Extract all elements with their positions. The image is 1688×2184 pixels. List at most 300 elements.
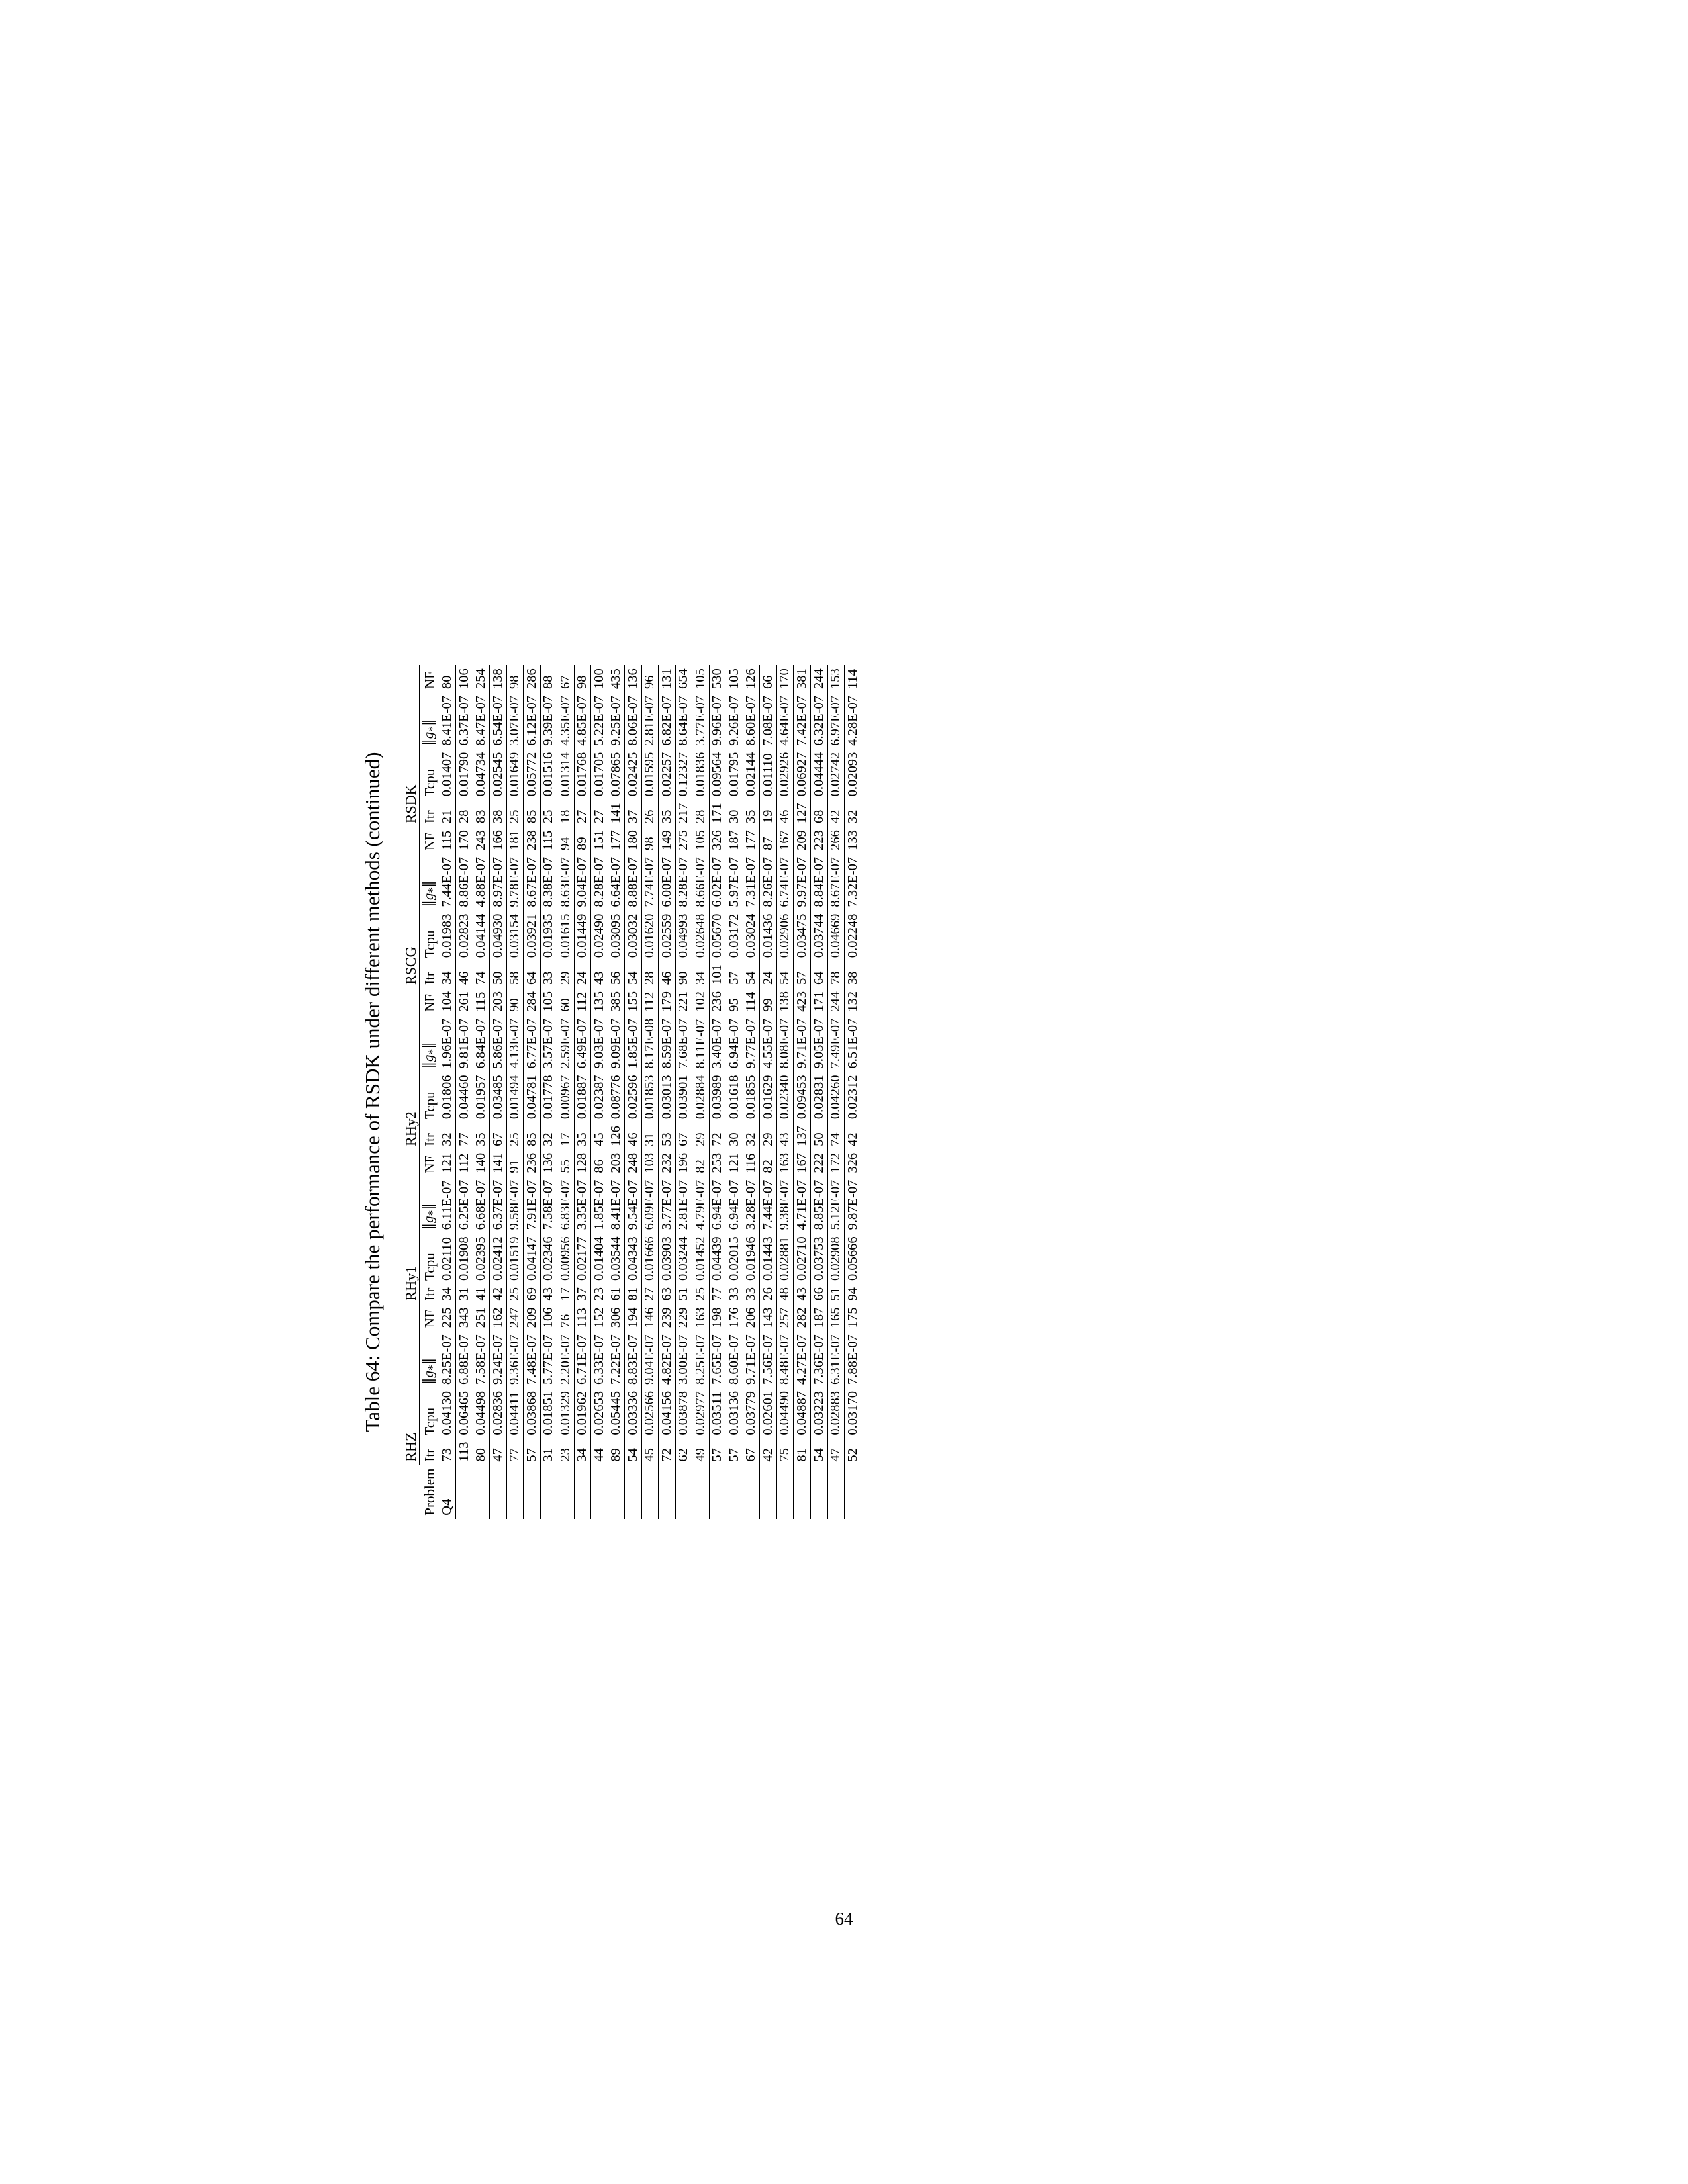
cell-rhy1-tcpu: 0.01666 <box>641 1233 659 1284</box>
cell-problem <box>506 1465 524 1519</box>
cell-rsdk-gnorm: 4.64E-07 <box>776 692 794 749</box>
cell-rhy2-gnorm: 9.71E-07 <box>794 1015 811 1072</box>
cell-rsdk-itr: 83 <box>473 799 490 827</box>
cell-rhy1-itr: 61 <box>608 1284 625 1304</box>
cell-rhz-nf: 146 <box>641 1304 659 1331</box>
cell-rhy1-nf: 172 <box>827 1150 845 1177</box>
cell-rsdk-nf: 131 <box>659 665 676 692</box>
cell-rhz-gnorm: 7.36E-07 <box>811 1331 828 1388</box>
cell-rhz-itr: 81 <box>794 1439 811 1465</box>
cell-problem <box>540 1465 557 1519</box>
cell-rhz-nf: 152 <box>591 1304 608 1331</box>
cell-rhy1-gnorm: 5.12E-07 <box>827 1177 845 1234</box>
cell-problem <box>760 1465 777 1519</box>
cell-rhy1-nf: 140 <box>473 1150 490 1177</box>
cell-rhy1-itr: 33 <box>726 1284 743 1304</box>
cell-rhy1-gnorm: 9.54E-07 <box>625 1177 642 1234</box>
cell-rhy2-itr: 32 <box>440 1122 456 1150</box>
cell-rsdk-gnorm: 9.26E-07 <box>726 692 743 749</box>
cell-rhy1-tcpu: 0.03753 <box>811 1233 828 1284</box>
cell-rhy2-nf: 284 <box>524 988 541 1015</box>
cell-rscg-itr: 57 <box>726 961 743 988</box>
cell-rhy1-tcpu: 0.01452 <box>692 1233 710 1284</box>
cell-rhz-nf: 282 <box>794 1304 811 1331</box>
cell-rhy1-gnorm: 6.37E-07 <box>490 1177 507 1234</box>
cell-rsdk-gnorm: 2.81E-07 <box>641 692 659 749</box>
col-rsdk-gnorm: $\parallel g_*\parallel$ <box>420 719 439 746</box>
cell-rsdk-tcpu: 0.01795 <box>726 749 743 800</box>
cell-rhz-gnorm: 9.71E-07 <box>743 1331 760 1388</box>
cell-rhy2-gnorm: 7.68E-07 <box>675 1015 692 1072</box>
cell-rscg-tcpu: 0.01436 <box>760 911 777 962</box>
cell-rhy2-nf: 105 <box>540 988 557 1015</box>
cell-rhy2-gnorm: 3.40E-07 <box>709 1015 726 1072</box>
cell-rsdk-itr: 19 <box>760 799 777 827</box>
cell-rscg-gnorm: 7.44E-07 <box>440 854 456 911</box>
cell-rhy2-gnorm: 5.86E-07 <box>490 1015 507 1072</box>
cell-rscg-tcpu: 0.03032 <box>625 911 642 962</box>
cell-rhz-itr: 89 <box>608 1439 625 1465</box>
cell-rhy1-tcpu: 0.02710 <box>794 1233 811 1284</box>
cell-rhz-nf: 176 <box>726 1304 743 1331</box>
cell-rhy1-nf: 203 <box>608 1150 625 1177</box>
cell-rhz-nf: 194 <box>625 1304 642 1331</box>
table-row <box>524 665 541 1518</box>
table-row <box>540 665 557 1518</box>
cell-rhy1-gnorm: 7.44E-07 <box>760 1177 777 1234</box>
cell-rscg-gnorm: 8.28E-07 <box>675 854 692 911</box>
cell-problem <box>743 1465 760 1519</box>
cell-rhz-tcpu: 0.03223 <box>811 1388 828 1439</box>
cell-problem <box>473 1465 490 1519</box>
cell-rsdk-gnorm: 6.37E-07 <box>456 692 473 749</box>
cell-rhy1-gnorm: 4.79E-07 <box>692 1177 710 1234</box>
col-rhy1-nf: NF <box>421 1155 438 1173</box>
cell-rhy1-nf: 167 <box>794 1150 811 1177</box>
cell-rsdk-gnorm: 8.64E-07 <box>675 692 692 749</box>
table-row <box>743 665 760 1518</box>
cell-rsdk-tcpu: 0.07865 <box>608 749 625 800</box>
cell-rhy1-itr: 51 <box>827 1284 845 1304</box>
cell-rhz-itr: 47 <box>827 1439 845 1465</box>
cell-rhz-tcpu: 0.02883 <box>827 1388 845 1439</box>
cell-rhz-tcpu: 0.04411 <box>506 1388 524 1439</box>
col-rhz-gnorm: $\parallel g_*\parallel$ <box>420 1357 439 1385</box>
cell-rsdk-gnorm: 9.25E-07 <box>608 692 625 749</box>
table-row <box>692 665 710 1518</box>
cell-rsdk-itr: 37 <box>625 799 642 827</box>
cell-problem <box>776 1465 794 1519</box>
cell-rhz-nf: 343 <box>456 1304 473 1331</box>
cell-rsdk-nf: 98 <box>574 665 591 692</box>
column-header-row <box>420 665 440 1518</box>
group-empty <box>402 1465 420 1519</box>
cell-rsdk-tcpu: 0.01595 <box>641 749 659 800</box>
cell-rhy2-gnorm: 8.08E-07 <box>776 1015 794 1072</box>
cell-rhz-tcpu: 0.03170 <box>845 1390 860 1435</box>
cell-rscg-itr: 64 <box>811 961 828 988</box>
cell-problem <box>726 1465 743 1519</box>
cell-rsdk-tcpu: 0.01516 <box>540 749 557 800</box>
table-row <box>811 665 828 1518</box>
table-row <box>760 665 777 1518</box>
cell-rhy1-tcpu: 0.05666 <box>845 1236 860 1281</box>
cell-rhy1-nf: 222 <box>811 1150 828 1177</box>
cell-rsdk-gnorm: 8.06E-07 <box>625 692 642 749</box>
cell-rscg-itr: 46 <box>659 961 676 988</box>
cell-rscg-tcpu: 0.03475 <box>794 911 811 962</box>
cell-rhy2-itr: 30 <box>726 1122 743 1150</box>
cell-rscg-itr: 78 <box>827 961 845 988</box>
cell-rscg-tcpu: 0.01449 <box>574 911 591 962</box>
cell-rsdk-tcpu: 0.02144 <box>743 749 760 800</box>
table-row <box>506 665 524 1518</box>
cell-rhz-itr: 57 <box>726 1439 743 1465</box>
cell-rhy2-nf: 236 <box>709 988 726 1015</box>
cell-rscg-nf: 167 <box>776 827 794 854</box>
cell-rhy1-gnorm: 6.94E-07 <box>726 1177 743 1234</box>
cell-rhz-nf: 198 <box>709 1304 726 1331</box>
cell-rhy1-itr: 63 <box>659 1284 676 1304</box>
cell-rhy2-tcpu: 0.01855 <box>743 1071 760 1122</box>
cell-rscg-itr: 74 <box>473 961 490 988</box>
table-row <box>608 665 625 1518</box>
cell-rhy1-tcpu: 0.01946 <box>743 1233 760 1284</box>
cell-rhz-gnorm: 7.48E-07 <box>524 1331 541 1388</box>
cell-rhy1-itr: 25 <box>692 1284 710 1304</box>
cell-rhy2-nf: 115 <box>473 988 490 1015</box>
cell-rscg-tcpu: 0.04993 <box>675 911 692 962</box>
cell-rsdk-tcpu: 0.04734 <box>473 749 490 800</box>
cell-rhy2-nf: 385 <box>608 988 625 1015</box>
cell-rscg-gnorm: 8.66E-07 <box>692 854 710 911</box>
cell-rhz-gnorm: 4.82E-07 <box>659 1331 676 1388</box>
cell-problem <box>524 1465 541 1519</box>
cell-rhz-nf: 76 <box>557 1304 575 1331</box>
cell-rhy2-tcpu: 0.02596 <box>625 1071 642 1122</box>
cell-rhy1-nf: 248 <box>625 1150 642 1177</box>
cell-rhz-tcpu: 0.04130 <box>440 1388 456 1439</box>
cell-rscg-gnorm: 7.32E-07 <box>845 856 860 907</box>
cell-rsdk-nf: 138 <box>490 665 507 692</box>
cell-rscg-gnorm: 8.26E-07 <box>760 854 777 911</box>
cell-rhy2-itr: 77 <box>456 1122 473 1150</box>
cell-rsdk-tcpu: 0.02093 <box>845 752 860 797</box>
cell-rhy1-itr: 77 <box>709 1284 726 1304</box>
cell-rhy2-nf: 90 <box>506 988 524 1015</box>
cell-rscg-nf: 180 <box>625 827 642 854</box>
cell-rsdk-nf: 654 <box>675 665 692 692</box>
cell-rscg-nf: 177 <box>743 827 760 854</box>
col-rscg-tcpu: Tcpu <box>421 930 438 958</box>
cell-rhy1-nf: 121 <box>440 1150 456 1177</box>
cell-rhy1-itr: 33 <box>743 1284 760 1304</box>
cell-rhz-itr: 54 <box>625 1439 642 1465</box>
cell-rhy2-tcpu: 0.09453 <box>794 1071 811 1122</box>
cell-rscg-tcpu: 0.03095 <box>608 911 625 962</box>
cell-rscg-gnorm: 9.97E-07 <box>794 854 811 911</box>
cell-rscg-gnorm: 8.67E-07 <box>827 854 845 911</box>
cell-rscg-gnorm: 7.31E-07 <box>743 854 760 911</box>
cell-rscg-nf: 209 <box>794 827 811 854</box>
cell-rhy2-nf: 203 <box>490 988 507 1015</box>
cell-rhy2-itr: 137 <box>794 1122 811 1150</box>
cell-rscg-tcpu: 0.02648 <box>692 911 710 962</box>
cell-rhy2-nf: 112 <box>641 988 659 1015</box>
cell-rhy2-gnorm: 6.51E-07 <box>845 1018 860 1069</box>
cell-rhy2-tcpu: 0.01957 <box>473 1071 490 1122</box>
performance-table <box>402 665 861 1518</box>
cell-rhz-gnorm: 9.04E-07 <box>641 1331 659 1388</box>
cell-rhy1-itr: 23 <box>591 1284 608 1304</box>
cell-rsdk-nf: 105 <box>692 665 710 692</box>
cell-rhy1-tcpu: 0.00956 <box>557 1233 575 1284</box>
cell-rhy1-nf: 116 <box>743 1150 760 1177</box>
cell-problem <box>591 1465 608 1519</box>
cell-problem <box>794 1465 811 1519</box>
cell-rscg-tcpu: 0.03744 <box>811 911 828 962</box>
cell-rhz-nf: 247 <box>506 1304 524 1331</box>
cell-rsdk-nf: 80 <box>440 665 456 692</box>
col-rscg-gnorm: $\parallel g_*\parallel$ <box>420 880 439 907</box>
cell-rhy2-nf: 423 <box>794 988 811 1015</box>
cell-rscg-tcpu: 0.01983 <box>440 911 456 962</box>
cell-rhy2-gnorm: 1.85E-07 <box>625 1015 642 1072</box>
cell-rscg-nf: 94 <box>557 827 575 854</box>
cell-rhz-gnorm: 6.33E-07 <box>591 1331 608 1388</box>
cell-rhz-nf: 229 <box>675 1304 692 1331</box>
cell-rhy2-gnorm: 8.11E-07 <box>692 1015 710 1072</box>
cell-rhy2-itr: 74 <box>827 1122 845 1150</box>
cell-rsdk-nf: 114 <box>845 669 860 690</box>
cell-rsdk-gnorm: 9.39E-07 <box>540 692 557 749</box>
cell-rhz-gnorm: 8.83E-07 <box>625 1331 642 1388</box>
cell-rscg-tcpu: 0.03172 <box>726 911 743 962</box>
cell-rsdk-tcpu: 0.06927 <box>794 749 811 800</box>
cell-rsdk-gnorm: 4.35E-07 <box>557 692 575 749</box>
cell-rhy1-gnorm: 9.58E-07 <box>506 1177 524 1234</box>
cell-rsdk-nf: 286 <box>524 665 541 692</box>
cell-rhz-nf: 162 <box>490 1304 507 1331</box>
cell-rhy1-nf: 163 <box>776 1150 794 1177</box>
group-rhy2: RHy2 <box>402 988 420 1150</box>
cell-rscg-gnorm: 8.86E-07 <box>456 854 473 911</box>
cell-rhy1-tcpu: 0.03244 <box>675 1233 692 1284</box>
cell-rhz-itr: 67 <box>743 1439 760 1465</box>
table-row <box>456 665 473 1518</box>
cell-rhy2-tcpu: 0.03013 <box>659 1071 676 1122</box>
cell-rsdk-itr: 68 <box>811 799 828 827</box>
cell-rscg-nf: 275 <box>675 827 692 854</box>
cell-rscg-gnorm: 8.84E-07 <box>811 854 828 911</box>
cell-rhy1-itr: 31 <box>456 1284 473 1304</box>
cell-rhy2-tcpu: 0.04460 <box>456 1071 473 1122</box>
cell-rhy2-nf: 179 <box>659 988 676 1015</box>
table-body <box>440 665 861 1518</box>
cell-rhz-itr: 73 <box>440 1439 456 1465</box>
cell-rhy1-gnorm: 6.94E-07 <box>709 1177 726 1234</box>
cell-rhy2-tcpu: 0.02884 <box>692 1071 710 1122</box>
cell-rhy2-itr: 53 <box>659 1122 676 1150</box>
cell-rhz-gnorm: 7.58E-07 <box>473 1331 490 1388</box>
cell-rscg-itr: 54 <box>776 961 794 988</box>
cell-rhy2-nf: 99 <box>760 988 777 1015</box>
table-row <box>557 665 575 1518</box>
cell-rsdk-gnorm: 4.85E-07 <box>574 692 591 749</box>
cell-rhz-itr: 57 <box>524 1439 541 1465</box>
cell-rhy2-gnorm: 4.55E-07 <box>760 1015 777 1072</box>
cell-rscg-tcpu: 0.03921 <box>524 911 541 962</box>
cell-rhy2-gnorm: 9.03E-07 <box>591 1015 608 1072</box>
cell-rscg-tcpu: 0.01935 <box>540 911 557 962</box>
cell-rhz-gnorm: 7.56E-07 <box>760 1331 777 1388</box>
cell-rhy2-itr: 29 <box>760 1122 777 1150</box>
cell-rscg-nf: 170 <box>456 827 473 854</box>
cell-rsdk-tcpu: 0.04444 <box>811 749 828 800</box>
cell-rhz-gnorm: 8.25E-07 <box>440 1331 456 1388</box>
cell-rhy2-itr: 31 <box>641 1122 659 1150</box>
cell-rscg-nf: 149 <box>659 827 676 854</box>
cell-rscg-tcpu: 0.02559 <box>659 911 676 962</box>
cell-rsdk-nf: 136 <box>625 665 642 692</box>
cell-rsdk-nf: 126 <box>743 665 760 692</box>
cell-rscg-gnorm: 8.28E-07 <box>591 854 608 911</box>
cell-rscg-nf: 115 <box>540 827 557 854</box>
cell-rhz-gnorm: 5.77E-07 <box>540 1331 557 1388</box>
col-rscg-nf: NF <box>421 833 438 850</box>
cell-rhy1-gnorm: 2.81E-07 <box>675 1177 692 1234</box>
cell-rscg-itr: 58 <box>506 961 524 988</box>
cell-rhz-tcpu: 0.03336 <box>625 1388 642 1439</box>
cell-rhz-nf: 175 <box>845 1307 860 1328</box>
cell-rsdk-tcpu: 0.09564 <box>709 749 726 800</box>
cell-rscg-nf: 166 <box>490 827 507 854</box>
cell-rhz-nf: 106 <box>540 1304 557 1331</box>
cell-rhy2-tcpu: 0.01806 <box>440 1071 456 1122</box>
cell-rhy2-itr: 50 <box>811 1122 828 1150</box>
cell-rhy2-gnorm: 6.84E-07 <box>473 1015 490 1072</box>
cell-rsdk-gnorm: 6.12E-07 <box>524 692 541 749</box>
cell-rhy2-itr: 67 <box>675 1122 692 1150</box>
cell-rhz-itr: 80 <box>473 1439 490 1465</box>
table-caption: Table 64: Compare the performance of RSDK under different methods (continued) <box>361 752 384 1432</box>
cell-rhy2-nf: 261 <box>456 988 473 1015</box>
col-rhy2-gnorm: $\parallel g_*\parallel$ <box>420 1042 439 1069</box>
cell-rsdk-nf: 435 <box>608 665 625 692</box>
cell-rsdk-gnorm: 9.96E-07 <box>709 692 726 749</box>
cell-rsdk-gnorm: 6.32E-07 <box>811 692 828 749</box>
cell-rhz-tcpu: 0.03868 <box>524 1388 541 1439</box>
col-rsdk-tcpu: Tcpu <box>421 768 438 797</box>
table-row <box>675 665 692 1518</box>
cell-rhz-gnorm: 9.36E-07 <box>506 1331 524 1388</box>
cell-rhy2-tcpu: 0.01629 <box>760 1071 777 1122</box>
cell-rsdk-nf: 98 <box>506 665 524 692</box>
cell-rhy2-tcpu: 0.08776 <box>608 1071 625 1122</box>
cell-rsdk-tcpu: 0.05772 <box>524 749 541 800</box>
cell-rhy1-tcpu: 0.03903 <box>659 1233 676 1284</box>
cell-rscg-tcpu: 0.02490 <box>591 911 608 962</box>
cell-problem <box>456 1465 473 1519</box>
cell-rhy1-gnorm: 3.35E-07 <box>574 1177 591 1234</box>
cell-rhy2-nf: 102 <box>692 988 710 1015</box>
col-problem: Problem <box>421 1468 438 1516</box>
cell-rsdk-nf: 88 <box>540 665 557 692</box>
cell-rscg-gnorm: 6.64E-07 <box>608 854 625 911</box>
page-number: 64 <box>835 1909 853 1929</box>
cell-rscg-gnorm: 6.74E-07 <box>776 854 794 911</box>
rotated-table-block <box>341 245 1347 1939</box>
col-rhy1-itr: Itr <box>421 1287 438 1301</box>
cell-rhz-tcpu: 0.01851 <box>540 1388 557 1439</box>
cell-rsdk-nf: 96 <box>641 665 659 692</box>
cell-rhy2-itr: 85 <box>524 1122 541 1150</box>
cell-rhy2-nf: 135 <box>591 988 608 1015</box>
cell-rscg-nf: 115 <box>440 827 456 854</box>
cell-rhy2-itr: 46 <box>625 1122 642 1150</box>
cell-rhy2-tcpu: 0.03901 <box>675 1071 692 1122</box>
cell-rhy2-tcpu: 0.02312 <box>845 1075 860 1120</box>
cell-rhy1-gnorm: 3.28E-07 <box>743 1177 760 1234</box>
cell-rhy1-itr: 25 <box>506 1284 524 1304</box>
cell-rsdk-itr: 21 <box>440 799 456 827</box>
cell-rhy1-gnorm: 3.77E-07 <box>659 1177 676 1234</box>
cell-rhy1-itr: 94 <box>845 1287 860 1301</box>
group-rsdk: RSDK <box>402 665 420 827</box>
cell-rscg-itr: 43 <box>591 961 608 988</box>
cell-rhz-itr: 57 <box>709 1439 726 1465</box>
cell-rhz-itr: 47 <box>490 1439 507 1465</box>
cell-rscg-itr: 54 <box>743 961 760 988</box>
cell-rhy1-tcpu: 0.02110 <box>440 1233 456 1284</box>
cell-rsdk-tcpu: 0.01314 <box>557 749 575 800</box>
cell-rhy2-tcpu: 0.04260 <box>827 1071 845 1122</box>
cell-rscg-tcpu: 0.04144 <box>473 911 490 962</box>
cell-rhy1-nf: 326 <box>845 1152 860 1173</box>
cell-rhz-gnorm: 6.88E-07 <box>456 1331 473 1388</box>
group-header-row <box>402 665 420 1518</box>
cell-rhy1-itr: 26 <box>760 1284 777 1304</box>
cell-rhy2-tcpu: 0.01853 <box>641 1071 659 1122</box>
cell-rscg-nf: 87 <box>760 827 777 854</box>
cell-rsdk-tcpu: 0.01649 <box>506 749 524 800</box>
cell-rhz-tcpu: 0.02977 <box>692 1388 710 1439</box>
cell-rhy1-gnorm: 8.85E-07 <box>811 1177 828 1234</box>
cell-rhz-nf: 206 <box>743 1304 760 1331</box>
cell-rhy2-gnorm: 6.94E-07 <box>726 1015 743 1072</box>
cell-rscg-gnorm: 8.97E-07 <box>490 854 507 911</box>
cell-rscg-nf: 89 <box>574 827 591 854</box>
cell-rhy1-nf: 196 <box>675 1150 692 1177</box>
cell-rhy1-nf: 253 <box>709 1150 726 1177</box>
cell-rhy2-tcpu: 0.01494 <box>506 1071 524 1122</box>
cell-rhy2-itr: 42 <box>845 1132 860 1146</box>
cell-rhy1-tcpu: 0.01404 <box>591 1233 608 1284</box>
cell-rhy2-itr: 67 <box>490 1122 507 1150</box>
cell-rhy2-tcpu: 0.02340 <box>776 1071 794 1122</box>
cell-problem: Q4 <box>440 1465 456 1519</box>
cell-rscg-tcpu: 0.04930 <box>490 911 507 962</box>
table-row <box>726 665 743 1518</box>
cell-rsdk-nf: 100 <box>591 665 608 692</box>
cell-rscg-itr: 34 <box>692 961 710 988</box>
table-row <box>625 665 642 1518</box>
col-rhz-itr: Itr <box>421 1448 438 1462</box>
cell-rsdk-itr: 27 <box>574 799 591 827</box>
cell-rhz-nf: 113 <box>574 1304 591 1331</box>
cell-rhz-itr: 23 <box>557 1439 575 1465</box>
cell-rsdk-tcpu: 0.02425 <box>625 749 642 800</box>
